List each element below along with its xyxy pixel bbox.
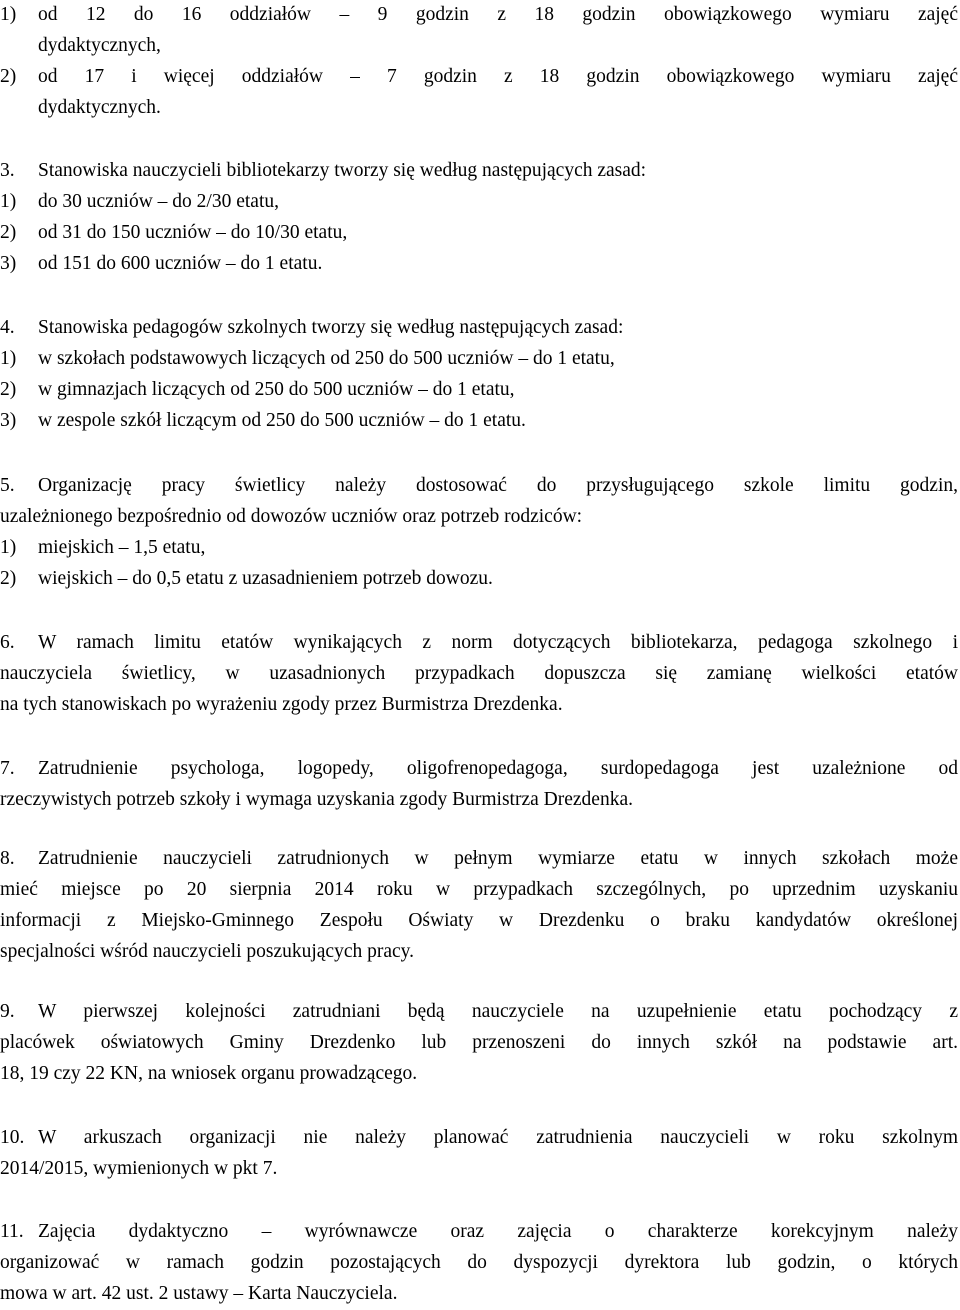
section-text: Zajęcia dydaktyczno – wyrównawcze oraz zajęcia o charakterze korekcyjnym należy: [38, 1221, 958, 1242]
section-heading: [0, 470, 958, 501]
section-text: Organizację pracy świetlicy należy dostosować do przysługującego szkole limitu godzin,: [38, 475, 958, 496]
section-text-line: 2014/2015, wymienionych w pkt 7.: [0, 1158, 278, 1179]
item-continuation: dydaktycznych,: [38, 35, 161, 56]
item-number: 2): [0, 222, 17, 243]
item-continuation: dydaktycznych.: [38, 97, 161, 118]
section-number: 3.: [0, 160, 15, 181]
item-text: w szkołach podstawowych liczących od 250 do 500 uczniów – do 1 etatu,: [38, 348, 615, 369]
item-text: od 151 do 600 uczniów – do 1 etatu.: [38, 253, 323, 274]
section-11: [0, 1216, 958, 1309]
list-item: [0, 217, 958, 248]
list-item: [0, 563, 958, 594]
list-item: [0, 0, 958, 30]
section-text-line: organizować w ramach godzin pozostających do dyspozycji dyrektora lub godzin, o których: [0, 1252, 958, 1273]
section-8: [0, 843, 958, 967]
item-text: od 17 i więcej oddziałów – 7 godzin z 18 godzin obowiązkowego wymiaru zajęć: [38, 66, 958, 87]
section-text: W pierwszej kolejności zatrudniani będą nauczyciele na uzupełnienie etatu pochodzący z: [38, 1001, 958, 1022]
section-number: 9.: [0, 1001, 15, 1022]
section-10: [0, 1122, 958, 1184]
section-number: 4.: [0, 317, 15, 338]
section-text-line: mowa w art. 42 ust. 2 ustawy – Karta Nauczyciela.: [0, 1283, 398, 1304]
item-text: wiejskich – do 0,5 etatu z uzasadnieniem potrzeb dowozu.: [38, 568, 493, 589]
list-item: [0, 374, 958, 405]
section-heading: [0, 312, 958, 343]
list-item: [0, 186, 958, 217]
section-heading: [0, 843, 958, 874]
item-number: 1): [0, 4, 17, 25]
section-text-line: uzależnionego bezpośrednio od dowozów uczniów oraz potrzeb rodziców:: [0, 506, 583, 527]
item-number: 2): [0, 66, 17, 87]
item-text: od 31 do 150 uczniów – do 10/30 etatu,: [38, 222, 348, 243]
section-number: 10.: [0, 1127, 25, 1148]
section-text: W arkuszach organizacji nie należy planować zatrudnienia nauczycieli w roku szkolnym: [38, 1127, 958, 1148]
item-text: miejskich – 1,5 etatu,: [38, 537, 206, 558]
item-text: do 30 uczniów – do 2/30 etatu,: [38, 191, 279, 212]
item-number: 3): [0, 410, 17, 431]
section-text: Zatrudnienie psychologa, logopedy, oligofrenopedagoga, surdopedagoga jest uzależnione od: [38, 758, 958, 779]
section-text-line: informacji z Miejsko-Gminnego Zespołu Oświaty w Drezdenku o braku kandydatów określonej: [0, 910, 958, 931]
item-text: w gimnazjach liczących od 250 do 500 uczniów – do 1 etatu,: [38, 379, 515, 400]
top-sublist: [0, 0, 958, 123]
list-item: [0, 405, 958, 436]
section-heading: [0, 753, 958, 784]
section-number: 11.: [0, 1221, 24, 1242]
section-heading: [0, 1122, 958, 1153]
section-9: [0, 996, 958, 1089]
section-text-line: rzeczywistych potrzeb szkoły i wymaga uzyskania zgody Burmistrza Drezdenka.: [0, 789, 633, 810]
section-text-line: placówek oświatowych Gminy Drezdenko lub przenoszeni do innych szkół na podstawie art.: [0, 1032, 958, 1053]
item-number: 2): [0, 568, 17, 589]
section-4: [0, 312, 958, 436]
item-number: 2): [0, 379, 17, 400]
section-text: W ramach limitu etatów wynikających z norm dotyczących bibliotekarza, pedagoga szkolnego i: [38, 632, 958, 653]
list-item: [0, 343, 958, 374]
item-text: w zespole szkół liczącym od 250 do 500 uczniów – do 1 etatu.: [38, 410, 526, 431]
section-text: Stanowiska pedagogów szkolnych tworzy się według następujących zasad:: [38, 317, 624, 338]
section-heading: [0, 1216, 958, 1247]
item-number: 1): [0, 191, 17, 212]
section-text: Stanowiska nauczycieli bibliotekarzy tworzy się według następujących zasad:: [38, 160, 647, 181]
section-text: Zatrudnienie nauczycieli zatrudnionych w pełnym wymiarze etatu w innych szkołach może: [38, 848, 958, 869]
section-text-line: mieć miejsce po 20 sierpnia 2014 roku w przypadkach szczególnych, po uprzednim uzyskaniu: [0, 879, 958, 900]
section-number: 5.: [0, 475, 15, 496]
section-heading: [0, 627, 958, 658]
section-text-line: specjalności wśród nauczycieli poszukujących pracy.: [0, 941, 415, 962]
section-number: 8.: [0, 848, 15, 869]
section-heading: [0, 155, 958, 186]
section-5: [0, 470, 958, 594]
item-text: od 12 do 16 oddziałów – 9 godzin z 18 godzin obowiązkowego wymiaru zajęć: [38, 4, 958, 25]
section-7: [0, 753, 958, 815]
list-item: [0, 532, 958, 563]
section-text-line: 18, 19 czy 22 KN, na wniosek organu prowadzącego.: [0, 1063, 418, 1084]
list-item: [0, 61, 958, 92]
section-text-line: na tych stanowiskach po wyrażeniu zgody przez Burmistrza Drezdenka.: [0, 694, 563, 715]
section-number: 7.: [0, 758, 15, 779]
section-6: [0, 627, 958, 720]
item-number: 1): [0, 537, 17, 558]
section-text-line: nauczyciela świetlicy, w uzasadnionych przypadkach dopuszcza się zamianę wielkości etatów: [0, 663, 958, 684]
item-number: 3): [0, 253, 17, 274]
section-number: 6.: [0, 632, 15, 653]
list-item: [0, 248, 958, 279]
item-number: 1): [0, 348, 17, 369]
section-3: [0, 155, 958, 279]
section-heading: [0, 996, 958, 1027]
